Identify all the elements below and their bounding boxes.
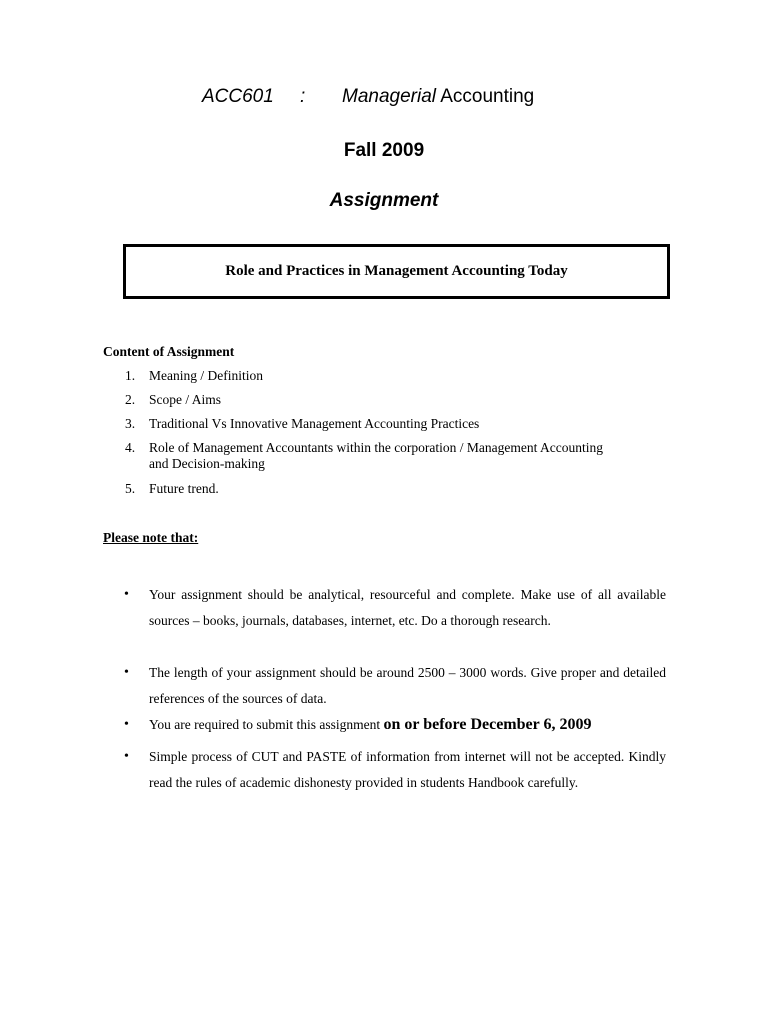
list-item — [120, 481, 649, 497]
course-code: ACC601 — [202, 86, 274, 107]
bullet-icon: • — [124, 717, 129, 732]
note-text: The length of your assignment should be around 2500 – 3000 words. Give proper and detailed references of the sources of data. — [149, 665, 666, 706]
bullet-icon: • — [124, 587, 129, 602]
doc-type-label: Assignment — [329, 190, 439, 211]
content-heading: Content of Assignment — [103, 344, 235, 359]
note-text: Your assignment should be analytical, resourceful and complete. Make use of all available sources – books, journals, databases, internet, etc. Do a thorough research. — [149, 587, 666, 628]
note-heading: Please note that: — [103, 530, 199, 545]
note-item — [124, 712, 666, 738]
title-separator: : — [300, 86, 306, 107]
topic-title: Role and Practices in Management Accounting Today — [225, 263, 568, 279]
bullet-icon: • — [124, 665, 129, 680]
note-text: Simple process of CUT and PASTE of information from internet will not be accepted. Kindly read the rules of academic dishonesty provided in students Handbook carefully. — [149, 749, 666, 790]
list-text: Future trend. — [149, 481, 219, 496]
topic-box — [123, 244, 670, 299]
subject-italic: Managerial — [342, 86, 436, 107]
list-text: Meaning / Definition — [149, 368, 263, 383]
list-number: 5. — [125, 481, 136, 496]
list-number: 4. — [125, 440, 136, 455]
list-number: 3. — [125, 416, 136, 431]
note-item — [124, 660, 666, 712]
list-text: Traditional Vs Innovative Management Accounting Practices — [149, 416, 480, 431]
note-item — [124, 582, 666, 634]
list-item — [120, 440, 624, 472]
list-number: 1. — [125, 368, 136, 383]
list-item — [120, 416, 649, 432]
bullet-icon: • — [124, 749, 129, 764]
list-number: 2. — [125, 392, 136, 407]
note-text: You are required to submit this assignment — [149, 717, 384, 732]
list-item — [120, 392, 649, 408]
course-subject — [342, 86, 534, 108]
list-item — [120, 368, 649, 384]
list-text: Role of Management Accountants within the corporation / Management Accounting and Decision-making — [149, 440, 604, 471]
deadline-text: on or before December 6, 2009 — [383, 716, 592, 733]
subject-rest: Accounting — [440, 86, 535, 107]
list-text: Scope / Aims — [149, 392, 222, 407]
note-item — [124, 744, 666, 796]
term-label: Fall 2009 — [343, 140, 425, 161]
course-title — [0, 86, 768, 114]
